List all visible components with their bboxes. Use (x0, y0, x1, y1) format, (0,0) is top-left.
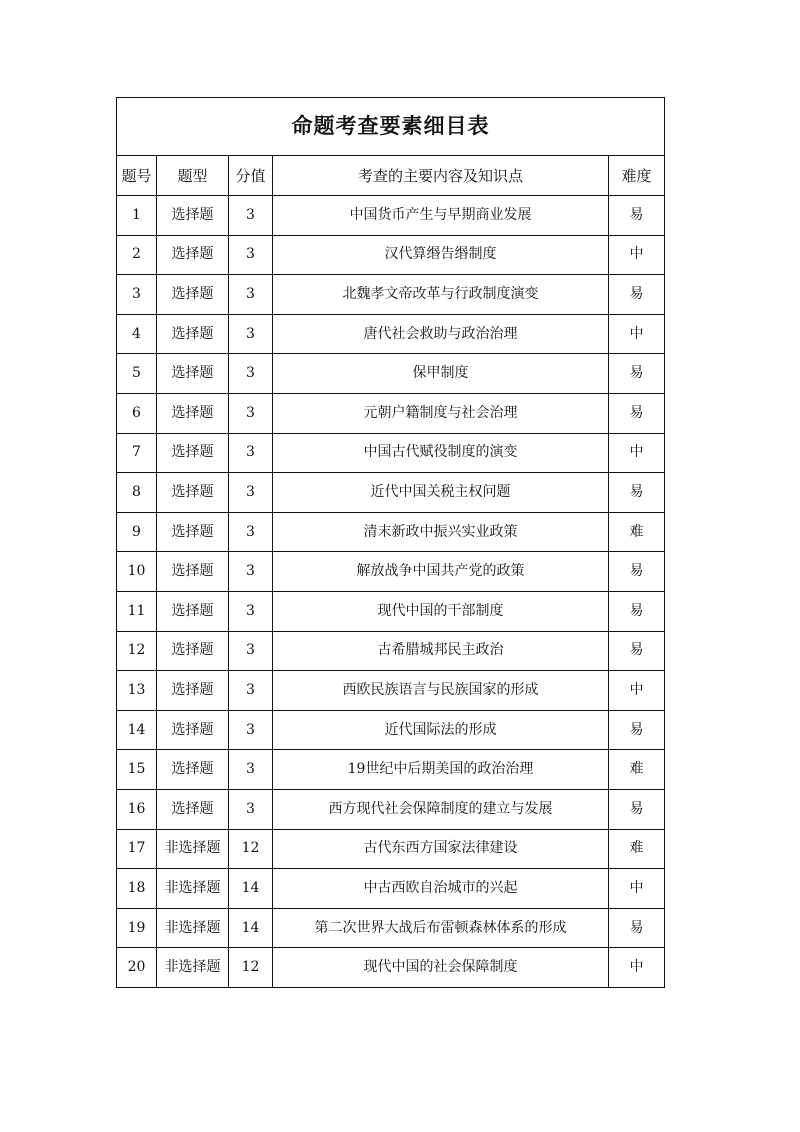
cell-difficulty: 难 (609, 512, 665, 552)
table-row (117, 710, 665, 750)
cell-difficulty: 中 (609, 433, 665, 473)
cell-no: 9 (117, 512, 157, 552)
cell-score: 3 (229, 393, 273, 433)
table-row (117, 908, 665, 948)
cell-no: 11 (117, 591, 157, 631)
table-row (117, 750, 665, 790)
cell-type: 选择题 (157, 354, 229, 394)
table-row (117, 671, 665, 711)
table-row (117, 591, 665, 631)
cell-no: 12 (117, 631, 157, 671)
cell-content: 中国货币产生与早期商业发展 (273, 196, 609, 236)
cell-no: 14 (117, 710, 157, 750)
cell-difficulty: 易 (609, 354, 665, 394)
cell-score: 3 (229, 591, 273, 631)
cell-score: 3 (229, 235, 273, 275)
cell-type: 选择题 (157, 710, 229, 750)
cell-type: 非选择题 (157, 948, 229, 988)
cell-difficulty: 易 (609, 393, 665, 433)
cell-content: 现代中国的社会保障制度 (273, 948, 609, 988)
cell-score: 3 (229, 473, 273, 513)
cell-type: 选择题 (157, 631, 229, 671)
cell-difficulty: 易 (609, 196, 665, 236)
table-row (117, 512, 665, 552)
cell-score: 3 (229, 671, 273, 711)
table-row (117, 948, 665, 988)
cell-content: 北魏孝文帝改革与行政制度演变 (273, 275, 609, 315)
cell-type: 选择题 (157, 552, 229, 592)
cell-score: 3 (229, 354, 273, 394)
cell-difficulty: 难 (609, 829, 665, 869)
cell-no: 16 (117, 789, 157, 829)
cell-no: 3 (117, 275, 157, 315)
cell-type: 非选择题 (157, 829, 229, 869)
cell-difficulty: 易 (609, 789, 665, 829)
cell-no: 19 (117, 908, 157, 948)
cell-content: 保甲制度 (273, 354, 609, 394)
cell-difficulty: 易 (609, 631, 665, 671)
header-score: 分值 (229, 156, 273, 196)
cell-score: 3 (229, 314, 273, 354)
cell-difficulty: 易 (609, 710, 665, 750)
table-body (117, 196, 665, 988)
cell-content: 现代中国的干部制度 (273, 591, 609, 631)
cell-no: 1 (117, 196, 157, 236)
cell-content: 解放战争中国共产党的政策 (273, 552, 609, 592)
cell-type: 选择题 (157, 196, 229, 236)
cell-score: 12 (229, 829, 273, 869)
cell-difficulty: 难 (609, 750, 665, 790)
cell-difficulty: 易 (609, 908, 665, 948)
cell-type: 选择题 (157, 789, 229, 829)
cell-type: 选择题 (157, 671, 229, 711)
cell-no: 18 (117, 869, 157, 909)
cell-type: 选择题 (157, 393, 229, 433)
cell-difficulty: 中 (609, 671, 665, 711)
cell-type: 选择题 (157, 235, 229, 275)
cell-type: 选择题 (157, 512, 229, 552)
cell-content: 近代国际法的形成 (273, 710, 609, 750)
table-title: 命题考查要素细目表 (117, 98, 665, 156)
cell-content: 19世纪中后期美国的政治治理 (273, 750, 609, 790)
table-row (117, 196, 665, 236)
cell-difficulty: 中 (609, 235, 665, 275)
cell-difficulty: 中 (609, 314, 665, 354)
cell-type: 选择题 (157, 473, 229, 513)
cell-no: 2 (117, 235, 157, 275)
cell-no: 20 (117, 948, 157, 988)
table-row (117, 473, 665, 513)
cell-score: 3 (229, 433, 273, 473)
cell-type: 选择题 (157, 275, 229, 315)
cell-content: 唐代社会救助与政治治理 (273, 314, 609, 354)
cell-no: 7 (117, 433, 157, 473)
cell-no: 17 (117, 829, 157, 869)
cell-type: 选择题 (157, 750, 229, 790)
cell-score: 3 (229, 710, 273, 750)
cell-content: 古希腊城邦民主政治 (273, 631, 609, 671)
table-row (117, 869, 665, 909)
specification-table (116, 97, 665, 988)
cell-content: 清末新政中振兴实业政策 (273, 512, 609, 552)
cell-score: 3 (229, 552, 273, 592)
cell-content: 中国古代赋役制度的演变 (273, 433, 609, 473)
cell-no: 4 (117, 314, 157, 354)
table-row (117, 275, 665, 315)
cell-content: 西方现代社会保障制度的建立与发展 (273, 789, 609, 829)
cell-difficulty: 中 (609, 948, 665, 988)
cell-score: 14 (229, 908, 273, 948)
cell-content: 中古西欧自治城市的兴起 (273, 869, 609, 909)
cell-no: 5 (117, 354, 157, 394)
cell-no: 15 (117, 750, 157, 790)
cell-difficulty: 中 (609, 869, 665, 909)
cell-difficulty: 易 (609, 473, 665, 513)
table-row (117, 235, 665, 275)
cell-content: 汉代算缗告缗制度 (273, 235, 609, 275)
header-no: 题号 (117, 156, 157, 196)
cell-score: 3 (229, 750, 273, 790)
cell-content: 元朝户籍制度与社会治理 (273, 393, 609, 433)
header-type: 题型 (157, 156, 229, 196)
cell-score: 3 (229, 512, 273, 552)
cell-score: 3 (229, 196, 273, 236)
cell-content: 近代中国关税主权问题 (273, 473, 609, 513)
table-row (117, 314, 665, 354)
cell-score: 3 (229, 789, 273, 829)
cell-type: 非选择题 (157, 869, 229, 909)
table-row (117, 354, 665, 394)
cell-type: 选择题 (157, 433, 229, 473)
cell-no: 13 (117, 671, 157, 711)
cell-content: 古代东西方国家法律建设 (273, 829, 609, 869)
cell-score: 12 (229, 948, 273, 988)
cell-no: 8 (117, 473, 157, 513)
cell-difficulty: 易 (609, 591, 665, 631)
table-row (117, 552, 665, 592)
cell-no: 10 (117, 552, 157, 592)
table-row (117, 631, 665, 671)
cell-score: 14 (229, 869, 273, 909)
cell-type: 选择题 (157, 314, 229, 354)
table-row (117, 829, 665, 869)
cell-content: 第二次世界大战后布雷顿森林体系的形成 (273, 908, 609, 948)
cell-score: 3 (229, 631, 273, 671)
header-content: 考查的主要内容及知识点 (273, 156, 609, 196)
table-row (117, 393, 665, 433)
table-row (117, 789, 665, 829)
cell-content: 西欧民族语言与民族国家的形成 (273, 671, 609, 711)
cell-difficulty: 易 (609, 275, 665, 315)
table-row (117, 433, 665, 473)
header-difficulty: 难度 (609, 156, 665, 196)
header-row (117, 156, 665, 196)
cell-type: 选择题 (157, 591, 229, 631)
cell-type: 非选择题 (157, 908, 229, 948)
cell-score: 3 (229, 275, 273, 315)
cell-difficulty: 易 (609, 552, 665, 592)
cell-no: 6 (117, 393, 157, 433)
